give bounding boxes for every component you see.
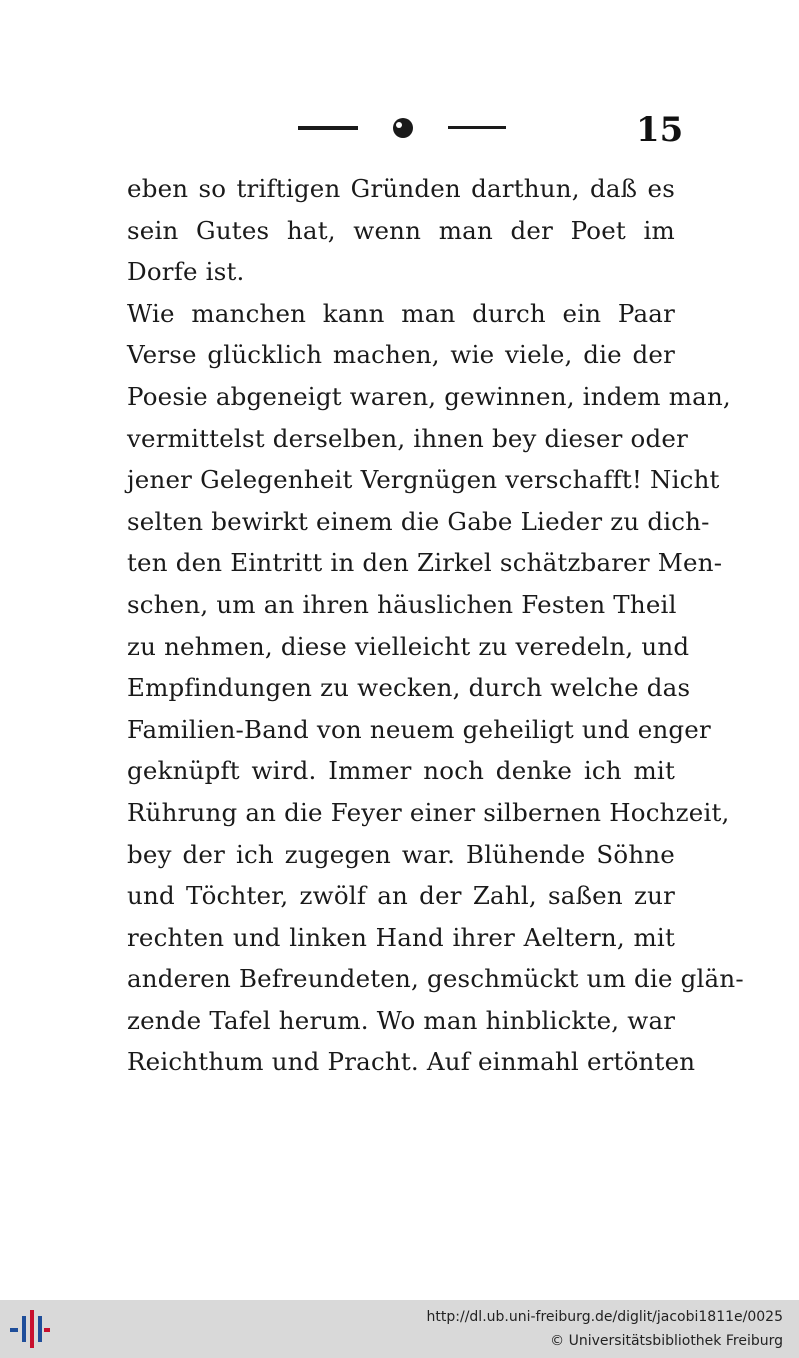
text-line: Dorfe ist.	[127, 257, 245, 287]
text-line: vermittelst derselben, ihnen bey dieser oder	[127, 423, 688, 453]
text-line: eben so triftigen Gründen darthun, daß es	[127, 174, 675, 203]
text-line: ten den Eintritt in den Zirkel schätzbarer Men-	[127, 548, 723, 578]
library-logo-icon[interactable]	[8, 1308, 52, 1350]
text-line: Familien-Band von neuem geheiligt und enger	[127, 714, 711, 744]
text-line: geknüpft wird. Immer noch denke ich mit	[127, 756, 675, 786]
text-line: bey der ich zugegen war. Blühende Söhne	[127, 839, 675, 869]
text-line: Reichthum und Pracht. Auf einmahl ertönten	[127, 1047, 696, 1077]
text-line: selten bewirkt einem die Gabe Lieder zu dich-	[127, 506, 710, 536]
text-line: zu nehmen, diese vielleicht zu veredeln, und	[127, 631, 690, 661]
text-line: anderen Befreundeten, geschmückt um die glän-	[127, 964, 744, 994]
text-line: rechten und linken Hand ihrer Aeltern, mit	[127, 922, 675, 952]
ornament-divider-icon	[298, 114, 508, 140]
text-line: schen, um an ihren häuslichen Festen Theil	[127, 589, 677, 619]
text-line: Wie manchen kann man durch ein Paar	[127, 298, 675, 328]
text-line: und Töchter, zwölf an der Zahl, saßen zur	[127, 881, 675, 911]
viewer-footer	[0, 1300, 799, 1358]
text-line: Poesie abgeneigt waren, gewinnen, indem man,	[127, 381, 731, 411]
text-line: Verse glücklich machen, wie viele, die der	[127, 340, 675, 370]
text-line: Empfindungen zu wecken, durch welche das	[127, 673, 691, 703]
text-line: sein Gutes hat, wenn man der Poet im	[127, 215, 675, 245]
text-line: zende Tafel herum. Wo man hinblickte, war	[127, 1005, 676, 1035]
text-line: jener Gelegenheit Vergnügen verschafft! Nicht	[127, 465, 720, 495]
copyright-notice: © Universitätsbibliothek Freiburg	[550, 1333, 783, 1349]
text-line: Rührung an die Feyer einer silbernen Hochzeit,	[127, 797, 730, 827]
body-text	[127, 168, 744, 1083]
page-number: 15	[636, 110, 684, 150]
page-header	[0, 108, 799, 152]
permalink-link[interactable]: http://dl.ub.uni-freiburg.de/diglit/jacobi1811e/0025	[426, 1309, 783, 1325]
